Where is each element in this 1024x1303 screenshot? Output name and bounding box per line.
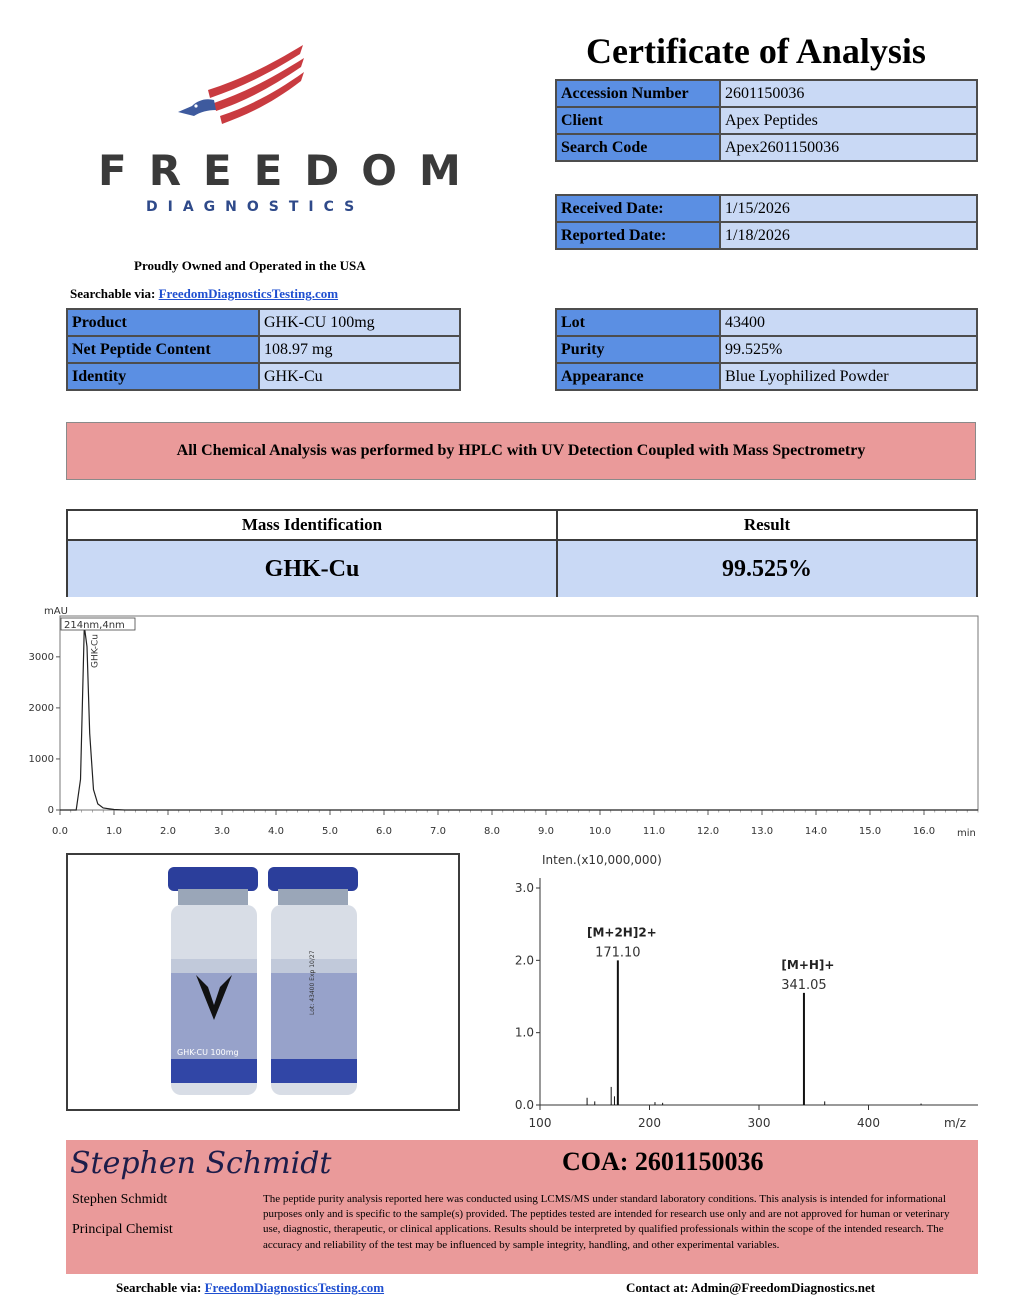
mass-spectrum: [500, 848, 990, 1138]
peak-mz-label: 341.05: [781, 977, 827, 993]
mass-value-left: GHK-Cu: [68, 539, 556, 597]
x-tick-label: 3.0: [214, 826, 230, 837]
x-axis-label: min: [957, 828, 976, 839]
table-row: [556, 195, 977, 222]
y-axis-label: Inten.(x10,000,000): [542, 853, 662, 867]
y-tick-label: 3000: [28, 651, 54, 663]
table-value: 99.525%: [720, 336, 977, 363]
mass-value-right: 99.525%: [558, 539, 976, 597]
table-value: 2601150036: [720, 80, 977, 107]
bottom-searchable: [116, 1280, 384, 1296]
y-tick-label: 1.0: [514, 1025, 534, 1040]
bottom-search-link[interactable]: FreedomDiagnosticsTesting.com: [204, 1280, 385, 1295]
x-tick-label: 1.0: [106, 826, 122, 837]
contact-email[interactable]: Admin@FreedomDiagnostics.net: [691, 1280, 876, 1295]
contact-label: Contact at:: [626, 1280, 689, 1295]
table-value: Blue Lyophilized Powder: [720, 363, 977, 390]
x-tick-label: 100: [528, 1116, 552, 1130]
x-tick-label: 10.0: [588, 826, 612, 837]
peak-ion-label: [M+H]+: [781, 957, 835, 972]
table-key: Accession Number: [556, 80, 720, 107]
vial-photo: [68, 855, 458, 1109]
x-tick-label: 6.0: [376, 826, 392, 837]
x-tick-label: 15.0: [858, 826, 882, 837]
table-row: [67, 363, 460, 390]
table-key: Identity: [67, 363, 259, 390]
table-key: Received Date:: [556, 195, 720, 222]
mass-divider: [556, 511, 558, 595]
signature: Stephen Schmidt: [70, 1146, 332, 1181]
table-key: Purity: [556, 336, 720, 363]
freedom-eagle-logo: [170, 40, 310, 135]
x-tick-label: 13.0: [750, 826, 774, 837]
searchable-label: Searchable via:: [70, 286, 156, 301]
product-photo-frame: [66, 853, 460, 1111]
x-axis-label: m/z: [943, 1116, 966, 1130]
x-tick-label: 300: [747, 1116, 771, 1130]
x-tick-label: 5.0: [322, 826, 338, 837]
lot-table: [555, 308, 978, 391]
table-row: [556, 336, 977, 363]
bottom-contact: [626, 1280, 875, 1296]
x-tick-label: 2.0: [160, 826, 176, 837]
bottom-search-label: Searchable via:: [116, 1280, 202, 1295]
table-row: [556, 134, 977, 161]
vial-label: GHK-CU 100mg: [177, 1048, 239, 1057]
mass-header-right: Result: [743, 515, 791, 534]
y-axis-label: mAU: [44, 606, 68, 617]
y-tick-label: 2000: [28, 702, 54, 714]
y-tick-label: 3.0: [514, 881, 534, 895]
y-tick-label: 0: [47, 805, 54, 816]
legend-label: 214nm,4nm: [64, 620, 125, 631]
mass-identification-table: [66, 509, 978, 597]
table-value: Apex2601150036: [720, 134, 977, 161]
y-tick-label: 0.0: [514, 1098, 534, 1112]
page-title: Certificate of Analysis: [586, 31, 926, 71]
searchable-line: [70, 286, 338, 302]
x-tick-label: 8.0: [484, 826, 500, 837]
table-value: GHK-CU 100mg: [259, 309, 460, 336]
table-key: Lot: [556, 309, 720, 336]
chemist-name: Stephen Schmidt: [72, 1192, 168, 1207]
searchable-link[interactable]: FreedomDiagnosticsTesting.com: [158, 286, 339, 301]
disclaimer: The peptide purity analysis reported here was conducted using LCMS/MS under standard laboratory conditions. This analysis is intended for informational purposes only and is specific to the sample(s) provided. The peptides tested are intended for research use only and are not approved for human or veterinary use, diagnostic, therapeutic, or clinical applications. Results should be interpreted by qualified professionals within the scope of the intended research. The accuracy and reliability of the test may be influenced by sample integrity, handling, and other experimental variables.: [263, 1193, 950, 1251]
peak-ion-label: [M+2H]2+: [586, 925, 657, 940]
vial-lot-text: Lot: 43400 Exp 10/27: [309, 950, 316, 1015]
x-tick-label: 7.0: [430, 826, 446, 837]
x-tick-label: 14.0: [804, 826, 828, 837]
vial-left: [168, 867, 258, 1095]
mass-header-left: Mass Identification: [241, 515, 383, 534]
table-value: 43400: [720, 309, 977, 336]
table-row: [67, 336, 460, 363]
table-row: [556, 80, 977, 107]
coa-number: COA: 2601150036: [562, 1147, 764, 1176]
x-tick-label: 16.0: [912, 826, 936, 837]
table-value: 1/15/2026: [720, 195, 977, 222]
x-tick-label: 400: [857, 1116, 880, 1130]
method-banner: All Chemical Analysis was performed by HPLC with UV Detection Coupled with Mass Spectrometry: [66, 422, 976, 480]
accession-table: [555, 79, 978, 162]
chemist-role: Principal Chemist: [72, 1222, 173, 1237]
table-row: [67, 309, 460, 336]
table-value: 108.97 mg: [259, 336, 460, 363]
table-value: Apex Peptides: [720, 107, 977, 134]
chromatogram-trace: [60, 626, 978, 810]
y-tick-label: 1000: [28, 753, 54, 765]
x-tick-label: 0.0: [52, 826, 68, 837]
peak-label: GHK-Cu: [90, 634, 101, 668]
dates-table: [555, 194, 978, 250]
tagline: Proudly Owned and Operated in the USA: [134, 258, 366, 273]
brand-subtitle: DIAGNOSTICS: [146, 199, 365, 215]
table-row: [556, 222, 977, 249]
vial-right: [268, 867, 358, 1095]
y-tick-label: 2.0: [514, 953, 534, 968]
x-tick-label: 12.0: [696, 826, 720, 837]
table-key: Appearance: [556, 363, 720, 390]
table-value: GHK-Cu: [259, 363, 460, 390]
x-tick-label: 4.0: [268, 826, 284, 837]
table-key: Product: [67, 309, 259, 336]
x-tick-label: 11.0: [642, 826, 666, 837]
peak-mz-label: 171.10: [595, 945, 641, 961]
product-table: [66, 308, 461, 391]
table-value: 1/18/2026: [720, 222, 977, 249]
plot-frame: [60, 616, 978, 810]
table-row: [556, 107, 977, 134]
table-key: Net Peptide Content: [67, 336, 259, 363]
table-row: [556, 309, 977, 336]
table-key: Search Code: [556, 134, 720, 161]
x-tick-label: 9.0: [538, 826, 554, 837]
table-key: Client: [556, 107, 720, 134]
hplc-chromatogram: [20, 602, 990, 847]
x-tick-label: 200: [638, 1116, 661, 1130]
table-row: [556, 363, 977, 390]
table-key: Reported Date:: [556, 222, 720, 249]
brand-name: FREEDOM: [98, 146, 483, 195]
